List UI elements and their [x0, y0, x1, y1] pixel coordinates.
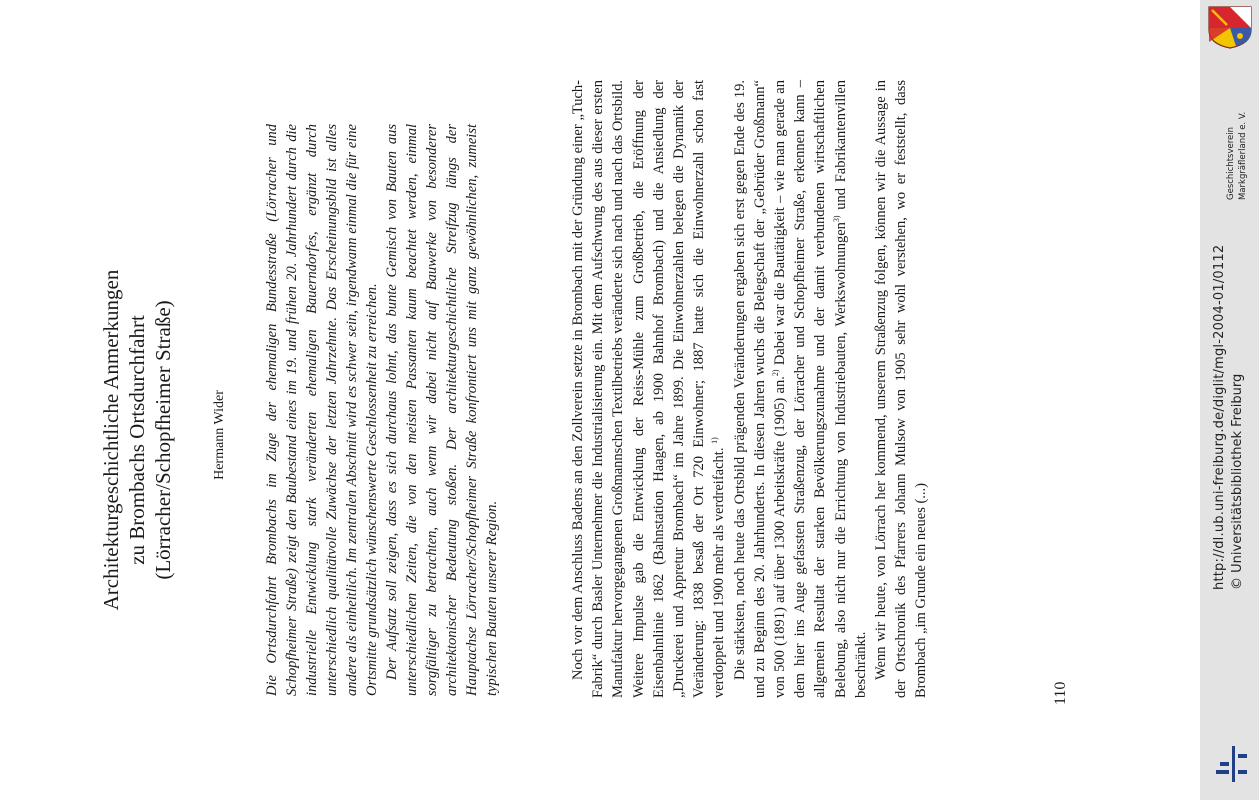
abstract — [262, 124, 502, 696]
footnote-ref-1: 1) — [710, 437, 720, 444]
body-paragraph-2-text-b: Dabei war die Bautätigkeit – wie man gerade an dem hier ins Auge gefassten Straßenzug, der Lörracher und Schopfheimer Straße, erkennen kann – allgemein Resultat der starken Bevölkerungszunahme und der damit verbundenen wirtschaftlichen Belebung, also nicht nur die Errichtung von Industriebauten, Werkswohnungen — [772, 80, 849, 698]
body-paragraph-1-text: Noch vor dem Anschluss Badens an den Zollverein setzte in Brombach mit der Gründung einer „Tuch-Fabrik“ durch Basler Unternehmer die Industrialisierung ein. Mit dem Aufschwung des aus dieser ersten Manufaktur hervorgegangenen Großmannschen Textilbetriebs veränderte sich nach und nach das Ortsbild. Weitere Impulse gab die Entwicklung der Reiss-Mühle zum Großbetrieb, die Eröffnung der Eisenbahnlinie 1862 (Bahnstation Haagen, ab 1900 Bahnhof Brombach) und die Ansiedlung der „Druckerei und Appretur Brombach“ im Jahre 1899. Die Einwohnerzahlen belegen die Dynamik der Veränderung: 1838 besaß der Ort 720 Einwohner; 1887 hatte sich die Einwohnerzahl schon fast verdoppelt und 1900 mehr als verdreifacht. — [570, 80, 728, 698]
footnote-ref-2: 2) — [771, 369, 781, 377]
ub-freiburg-logo-icon[interactable] — [1210, 740, 1254, 788]
title-line-3: (Lörracher/Schopfheimer Straße) — [151, 300, 175, 580]
article-title — [98, 140, 176, 740]
author-name: Hermann Wider — [212, 390, 227, 480]
title-line-1: Architekturgeschichtliche Anmerkungen — [99, 269, 123, 611]
body-paragraph-2-text-a: Die stärksten, noch heute das Ortsbild prägenden Veränderungen ergaben sich erst gegen Ende des 19. und zu Beginn des 20. Jahrhunderts. In diesen Jahren wuchs die Belegschaft der „Gebrüder Großmann“ von 500 (1891) auf über 1300 Arbeitskräfte (1905) an. — [731, 80, 789, 698]
body-paragraph-2-text-c: und Fabrikantenvillen beschränkt. — [832, 79, 869, 698]
library-copyright: © Universitätsbibliothek Freiburg — [1230, 373, 1245, 590]
abstract-paragraph-2: Der Aufsatz soll zeigen, dass es sich durchaus lohnt, das bunte Gemisch von Bauten aus unterschiedlichen Zeiten, die von den meisten Passanten kaum beachtet werden, einmal sorgfältiger zu betrachten, auch wenn wir dabei nicht auf Bauwerke von besonderer architektonischer Bedeutung stoßen. Der architekturgeschichtliche Streifzug längs der Hauptachse Lörracher/Schopfheimer Straße konfrontiert uns mit ganz gewöhnlichen, zumeist typischen Bauten unserer Region. — [384, 124, 500, 696]
abstract-paragraph-1: Die Ortsdurchfahrt Brombachs im Zuge der ehemaligen Bundesstraße (Lörracher und Schopfheimer Straße) zeigt den Baubestand eines im 19. und frühen 20. Jahrhundert durch die industrielle Entwicklung stark veränderten ehemaligen Bauerndorfes, ergänzt durch unterschiedlich qualitätvolle Zuwächse der letzten Jahrzehnte. Das Erscheinungsbild ist alles andere als einheitlich. Im zentralen Abschnitt wird es schwer sein, irgendwann einmal die für eine Ortsmitte grundsätzlich wünschenswerte Geschlossenheit zu erreichen. — [264, 124, 380, 696]
society-name-line-1: Geschichtsverein — [1226, 126, 1236, 200]
coat-of-arms-icon — [1206, 4, 1254, 50]
body-paragraph-1 — [568, 80, 730, 698]
body-paragraph-3: Wenn wir heute, von Lörrach her kommend, unserem Straßenzug folgen, können wir die Aussage in der Ortschronik des Pfarrers Johann Mulsow von 1905 sehr wohl verstehen, wo er feststellt, dass Brombach „im Grunde ein neues (...) — [873, 80, 930, 698]
title-line-2: zu Brombachs Ortsdurchfahrt — [125, 315, 149, 565]
permalink-url[interactable]: http://dl.ub.uni-freiburg.de/diglit/mgl-2004-01/0112 — [1212, 244, 1227, 590]
footnote-ref-3: 3) — [831, 215, 841, 223]
body-paragraph-2 — [730, 80, 871, 698]
society-name-line-2: Markgräflerland e. V. — [1238, 111, 1248, 200]
page-number: 110 — [1052, 681, 1069, 705]
article-body — [568, 80, 932, 698]
